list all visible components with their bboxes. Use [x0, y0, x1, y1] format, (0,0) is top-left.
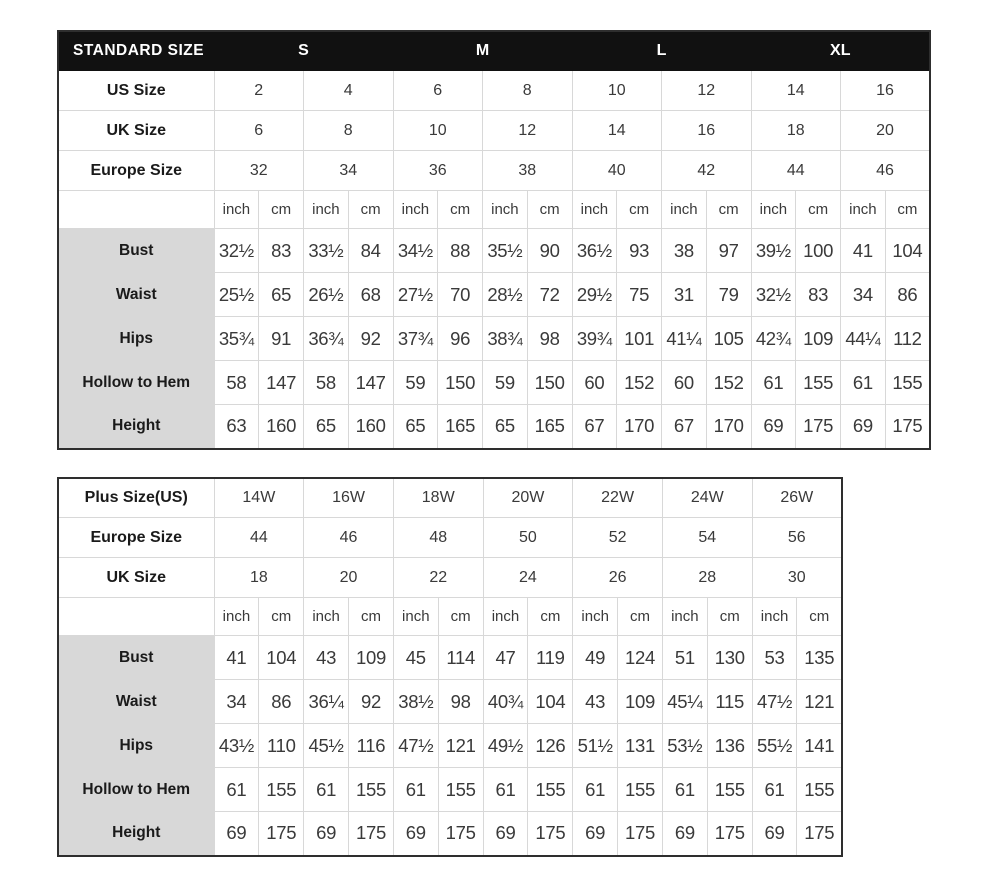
plus-size-row	[58, 478, 842, 518]
standard-unit-cell: inch	[214, 191, 259, 229]
standard-measure-value-cell: 79	[706, 273, 751, 317]
standard-measure-value-cell: 41	[841, 229, 886, 273]
standard-measure-value-cell: 70	[438, 273, 483, 317]
standard-measure-row	[58, 361, 930, 405]
standard-measure-value-cell: 32½	[751, 273, 796, 317]
standard-measure-value-cell: 92	[348, 317, 393, 361]
standard-measure-value-cell: 93	[617, 229, 662, 273]
plus-measure-value-cell: 61	[752, 768, 797, 812]
standard-size-header-row	[58, 31, 930, 71]
standard-unit-cell: inch	[841, 191, 886, 229]
standard-size-value-cell: 14	[751, 71, 841, 111]
plus-size-value-cell: 20	[304, 558, 394, 598]
standard-measure-value-cell: 63	[214, 405, 259, 449]
plus-measure-value-cell: 49	[573, 636, 618, 680]
plus-measure-value-cell: 43	[573, 680, 618, 724]
standard-size-value-cell: 6	[214, 111, 304, 151]
plus-size-body	[58, 478, 842, 856]
plus-measure-value-cell: 116	[349, 724, 394, 768]
standard-measure-row-label: Height	[58, 405, 214, 449]
plus-measure-value-cell: 155	[349, 768, 394, 812]
standard-measure-row	[58, 405, 930, 449]
plus-measure-value-cell: 69	[393, 812, 438, 856]
standard-measure-value-cell: 147	[259, 361, 304, 405]
standard-measure-value-cell: 65	[259, 273, 304, 317]
standard-measure-value-cell: 65	[483, 405, 528, 449]
plus-measure-value-cell: 69	[483, 812, 528, 856]
standard-size-value-cell: 20	[841, 111, 931, 151]
plus-size-value-cell: 26	[573, 558, 663, 598]
standard-measure-value-cell: 65	[304, 405, 349, 449]
plus-measure-value-cell: 124	[618, 636, 663, 680]
plus-size-value-cell: 56	[752, 518, 842, 558]
plus-measure-value-cell: 109	[349, 636, 394, 680]
plus-size-value-cell: 44	[214, 518, 304, 558]
standard-unit-cell: cm	[617, 191, 662, 229]
standard-measure-value-cell: 58	[304, 361, 349, 405]
standard-size-value-cell: 38	[483, 151, 573, 191]
standard-measure-row-label: Bust	[58, 229, 214, 273]
standard-unit-row-spacer	[58, 191, 214, 229]
plus-unit-cell: cm	[707, 598, 752, 636]
plus-measure-value-cell: 45¼	[662, 680, 707, 724]
plus-measure-value-cell: 121	[797, 680, 842, 724]
plus-measure-value-cell: 104	[259, 636, 304, 680]
standard-unit-cell: cm	[348, 191, 393, 229]
standard-size-body	[58, 71, 930, 449]
standard-measure-value-cell: 61	[841, 361, 886, 405]
plus-unit-row	[58, 598, 842, 636]
standard-measure-value-cell: 152	[706, 361, 751, 405]
plus-size-value-cell: 24	[483, 558, 573, 598]
plus-measure-value-cell: 69	[662, 812, 707, 856]
standard-measure-value-cell: 28½	[483, 273, 528, 317]
standard-measure-value-cell: 36¾	[304, 317, 349, 361]
plus-unit-cell: cm	[349, 598, 394, 636]
plus-measure-row-label: Waist	[58, 680, 214, 724]
plus-size-value-cell: 52	[573, 518, 663, 558]
standard-measure-value-cell: 155	[885, 361, 930, 405]
plus-measure-value-cell: 110	[259, 724, 304, 768]
standard-size-value-cell: 44	[751, 151, 841, 191]
plus-measure-value-cell: 47½	[752, 680, 797, 724]
standard-measure-value-cell: 83	[796, 273, 841, 317]
plus-measure-row	[58, 724, 842, 768]
plus-measure-value-cell: 109	[618, 680, 663, 724]
standard-size-value-cell: 32	[214, 151, 304, 191]
standard-measure-value-cell: 26½	[304, 273, 349, 317]
plus-size-value-cell: 18W	[393, 478, 483, 518]
standard-measure-value-cell: 72	[527, 273, 572, 317]
standard-size-value-cell: 18	[751, 111, 841, 151]
standard-size-title: STANDARD SIZE	[58, 31, 214, 71]
standard-measure-value-cell: 96	[438, 317, 483, 361]
plus-measure-value-cell: 43½	[214, 724, 259, 768]
standard-measure-value-cell: 44¼	[841, 317, 886, 361]
standard-measure-row-label: Hollow to Hem	[58, 361, 214, 405]
standard-measure-value-cell: 109	[796, 317, 841, 361]
plus-size-row-label: Plus Size(US)	[58, 478, 214, 518]
plus-measure-value-cell: 38½	[393, 680, 438, 724]
plus-measure-value-cell: 36¼	[304, 680, 349, 724]
plus-measure-value-cell: 69	[752, 812, 797, 856]
plus-measure-value-cell: 115	[707, 680, 752, 724]
plus-measure-row-label: Hollow to Hem	[58, 768, 214, 812]
plus-measure-row	[58, 680, 842, 724]
standard-measure-value-cell: 59	[393, 361, 438, 405]
standard-size-row-label: US Size	[58, 71, 214, 111]
standard-measure-value-cell: 29½	[572, 273, 617, 317]
standard-measure-value-cell: 112	[885, 317, 930, 361]
standard-measure-value-cell: 42¾	[751, 317, 796, 361]
standard-measure-value-cell: 160	[259, 405, 304, 449]
size-group-l: L	[572, 31, 751, 71]
size-group-m: M	[393, 31, 572, 71]
standard-size-value-cell: 8	[483, 71, 573, 111]
plus-measure-value-cell: 130	[707, 636, 752, 680]
plus-measure-value-cell: 61	[304, 768, 349, 812]
standard-unit-cell: cm	[796, 191, 841, 229]
plus-measure-value-cell: 175	[528, 812, 573, 856]
standard-measure-value-cell: 67	[662, 405, 707, 449]
standard-measure-row	[58, 317, 930, 361]
standard-measure-row-label: Waist	[58, 273, 214, 317]
plus-measure-value-cell: 155	[618, 768, 663, 812]
plus-measure-value-cell: 119	[528, 636, 573, 680]
standard-measure-value-cell: 65	[393, 405, 438, 449]
standard-measure-value-cell: 175	[885, 405, 930, 449]
standard-measure-value-cell: 165	[438, 405, 483, 449]
standard-measure-value-cell: 165	[527, 405, 572, 449]
standard-measure-value-cell: 155	[796, 361, 841, 405]
plus-measure-value-cell: 175	[438, 812, 483, 856]
plus-size-value-cell: 20W	[483, 478, 573, 518]
plus-unit-cell: inch	[214, 598, 259, 636]
plus-unit-row-spacer	[58, 598, 214, 636]
plus-measure-row-label: Hips	[58, 724, 214, 768]
plus-size-row	[58, 518, 842, 558]
plus-measure-value-cell: 155	[707, 768, 752, 812]
standard-measure-value-cell: 35½	[483, 229, 528, 273]
standard-size-value-cell: 2	[214, 71, 304, 111]
plus-measure-value-cell: 53	[752, 636, 797, 680]
plus-unit-cell: cm	[618, 598, 663, 636]
standard-size-value-cell: 42	[662, 151, 752, 191]
plus-measure-value-cell: 61	[393, 768, 438, 812]
plus-measure-value-cell: 47	[483, 636, 528, 680]
standard-measure-value-cell: 61	[751, 361, 796, 405]
standard-measure-value-cell: 41¼	[662, 317, 707, 361]
standard-measure-row	[58, 229, 930, 273]
plus-measure-row-label: Height	[58, 812, 214, 856]
standard-measure-value-cell: 27½	[393, 273, 438, 317]
plus-measure-value-cell: 47½	[393, 724, 438, 768]
standard-measure-value-cell: 170	[617, 405, 662, 449]
plus-measure-value-cell: 175	[349, 812, 394, 856]
plus-size-row	[58, 558, 842, 598]
standard-measure-row-label: Hips	[58, 317, 214, 361]
plus-measure-value-cell: 55½	[752, 724, 797, 768]
standard-measure-value-cell: 34½	[393, 229, 438, 273]
standard-measure-value-cell: 97	[706, 229, 751, 273]
standard-size-value-cell: 10	[393, 111, 483, 151]
plus-unit-cell: inch	[304, 598, 349, 636]
plus-size-value-cell: 24W	[662, 478, 752, 518]
standard-size-value-cell: 14	[572, 111, 662, 151]
plus-measure-value-cell: 69	[214, 812, 259, 856]
plus-measure-row	[58, 812, 842, 856]
standard-measure-row	[58, 273, 930, 317]
plus-measure-value-cell: 155	[259, 768, 304, 812]
standard-unit-cell: inch	[393, 191, 438, 229]
plus-measure-value-cell: 175	[707, 812, 752, 856]
standard-unit-cell: cm	[438, 191, 483, 229]
plus-measure-value-cell: 69	[304, 812, 349, 856]
standard-measure-value-cell: 31	[662, 273, 707, 317]
plus-measure-value-cell: 45½	[304, 724, 349, 768]
standard-measure-value-cell: 39½	[751, 229, 796, 273]
standard-size-value-cell: 12	[483, 111, 573, 151]
standard-unit-row	[58, 191, 930, 229]
plus-measure-value-cell: 131	[618, 724, 663, 768]
plus-measure-value-cell: 121	[438, 724, 483, 768]
plus-size-value-cell: 22W	[573, 478, 663, 518]
standard-measure-value-cell: 91	[259, 317, 304, 361]
plus-measure-value-cell: 155	[797, 768, 842, 812]
plus-measure-value-cell: 114	[438, 636, 483, 680]
plus-measure-value-cell: 49½	[483, 724, 528, 768]
plus-measure-value-cell: 61	[214, 768, 259, 812]
plus-measure-value-cell: 98	[438, 680, 483, 724]
plus-size-row-label: Europe Size	[58, 518, 214, 558]
plus-unit-cell: inch	[573, 598, 618, 636]
standard-measure-value-cell: 175	[796, 405, 841, 449]
standard-measure-value-cell: 100	[796, 229, 841, 273]
standard-size-value-cell: 6	[393, 71, 483, 111]
standard-measure-value-cell: 68	[348, 273, 393, 317]
plus-measure-value-cell: 34	[214, 680, 259, 724]
plus-size-value-cell: 28	[662, 558, 752, 598]
plus-size-value-cell: 48	[393, 518, 483, 558]
standard-size-value-cell: 10	[572, 71, 662, 111]
standard-measure-value-cell: 34	[841, 273, 886, 317]
standard-measure-value-cell: 170	[706, 405, 751, 449]
standard-size-value-cell: 36	[393, 151, 483, 191]
standard-measure-value-cell: 58	[214, 361, 259, 405]
plus-size-value-cell: 54	[662, 518, 752, 558]
standard-size-value-cell: 46	[841, 151, 931, 191]
plus-measure-value-cell: 43	[304, 636, 349, 680]
plus-size-value-cell: 26W	[752, 478, 842, 518]
plus-measure-value-cell: 155	[438, 768, 483, 812]
standard-size-row-label: Europe Size	[58, 151, 214, 191]
standard-measure-value-cell: 38	[662, 229, 707, 273]
standard-unit-cell: cm	[885, 191, 930, 229]
plus-measure-value-cell: 104	[528, 680, 573, 724]
standard-size-row-label: UK Size	[58, 111, 214, 151]
plus-unit-cell: inch	[752, 598, 797, 636]
standard-unit-cell: cm	[259, 191, 304, 229]
plus-measure-row-label: Bust	[58, 636, 214, 680]
standard-measure-value-cell: 147	[348, 361, 393, 405]
plus-measure-value-cell: 61	[573, 768, 618, 812]
plus-measure-value-cell: 61	[662, 768, 707, 812]
plus-measure-value-cell: 69	[573, 812, 618, 856]
standard-measure-value-cell: 150	[438, 361, 483, 405]
standard-measure-value-cell: 39¾	[572, 317, 617, 361]
plus-unit-cell: inch	[393, 598, 438, 636]
standard-measure-value-cell: 37¾	[393, 317, 438, 361]
plus-size-value-cell: 22	[393, 558, 483, 598]
plus-measure-value-cell: 135	[797, 636, 842, 680]
plus-measure-value-cell: 51½	[573, 724, 618, 768]
standard-size-value-cell: 34	[304, 151, 394, 191]
standard-size-row	[58, 71, 930, 111]
standard-measure-value-cell: 98	[527, 317, 572, 361]
plus-measure-value-cell: 92	[349, 680, 394, 724]
plus-unit-cell: cm	[259, 598, 304, 636]
standard-measure-value-cell: 38¾	[483, 317, 528, 361]
plus-measure-value-cell: 141	[797, 724, 842, 768]
plus-size-value-cell: 14W	[214, 478, 304, 518]
plus-measure-value-cell: 126	[528, 724, 573, 768]
plus-size-row-label: UK Size	[58, 558, 214, 598]
standard-measure-value-cell: 104	[885, 229, 930, 273]
standard-measure-value-cell: 83	[259, 229, 304, 273]
standard-size-row	[58, 111, 930, 151]
size-group-xl: XL	[751, 31, 930, 71]
standard-unit-cell: inch	[572, 191, 617, 229]
standard-measure-value-cell: 67	[572, 405, 617, 449]
plus-measure-value-cell: 86	[259, 680, 304, 724]
plus-measure-value-cell: 136	[707, 724, 752, 768]
plus-measure-value-cell: 40¾	[483, 680, 528, 724]
standard-measure-value-cell: 25½	[214, 273, 259, 317]
standard-measure-value-cell: 160	[348, 405, 393, 449]
standard-unit-cell: inch	[304, 191, 349, 229]
standard-size-value-cell: 8	[304, 111, 394, 151]
standard-measure-value-cell: 69	[841, 405, 886, 449]
plus-unit-cell: cm	[438, 598, 483, 636]
standard-measure-value-cell: 105	[706, 317, 751, 361]
plus-unit-cell: cm	[528, 598, 573, 636]
standard-size-row	[58, 151, 930, 191]
plus-measure-value-cell: 175	[618, 812, 663, 856]
standard-measure-value-cell: 90	[527, 229, 572, 273]
standard-size-value-cell: 4	[304, 71, 394, 111]
plus-measure-value-cell: 53½	[662, 724, 707, 768]
standard-size-table	[57, 30, 931, 450]
plus-measure-value-cell: 41	[214, 636, 259, 680]
standard-unit-cell: cm	[706, 191, 751, 229]
plus-size-value-cell: 46	[304, 518, 394, 558]
standard-measure-value-cell: 152	[617, 361, 662, 405]
standard-unit-cell: inch	[662, 191, 707, 229]
plus-measure-value-cell: 51	[662, 636, 707, 680]
standard-unit-cell: inch	[751, 191, 796, 229]
standard-measure-value-cell: 88	[438, 229, 483, 273]
standard-measure-value-cell: 60	[662, 361, 707, 405]
plus-size-value-cell: 16W	[304, 478, 394, 518]
plus-unit-cell: cm	[797, 598, 842, 636]
standard-measure-value-cell: 36½	[572, 229, 617, 273]
standard-unit-cell: inch	[483, 191, 528, 229]
standard-measure-value-cell: 84	[348, 229, 393, 273]
standard-measure-value-cell: 150	[527, 361, 572, 405]
standard-measure-value-cell: 59	[483, 361, 528, 405]
standard-measure-value-cell: 60	[572, 361, 617, 405]
standard-size-value-cell: 40	[572, 151, 662, 191]
standard-unit-cell: cm	[527, 191, 572, 229]
standard-measure-value-cell: 32½	[214, 229, 259, 273]
plus-size-table	[57, 477, 843, 857]
plus-size-value-cell: 50	[483, 518, 573, 558]
plus-measure-value-cell: 155	[528, 768, 573, 812]
plus-size-value-cell: 30	[752, 558, 842, 598]
plus-measure-value-cell: 45	[393, 636, 438, 680]
standard-measure-value-cell: 33½	[304, 229, 349, 273]
plus-measure-value-cell: 61	[483, 768, 528, 812]
standard-measure-value-cell: 69	[751, 405, 796, 449]
standard-measure-value-cell: 101	[617, 317, 662, 361]
standard-measure-value-cell: 86	[885, 273, 930, 317]
plus-unit-cell: inch	[483, 598, 528, 636]
standard-size-value-cell: 16	[662, 111, 752, 151]
plus-measure-row	[58, 768, 842, 812]
standard-size-value-cell: 12	[662, 71, 752, 111]
plus-measure-value-cell: 175	[797, 812, 842, 856]
plus-measure-row	[58, 636, 842, 680]
standard-measure-value-cell: 75	[617, 273, 662, 317]
plus-unit-cell: inch	[662, 598, 707, 636]
standard-measure-value-cell: 35¾	[214, 317, 259, 361]
plus-measure-value-cell: 175	[259, 812, 304, 856]
size-group-s: S	[214, 31, 393, 71]
standard-size-value-cell: 16	[841, 71, 931, 111]
plus-size-value-cell: 18	[214, 558, 304, 598]
